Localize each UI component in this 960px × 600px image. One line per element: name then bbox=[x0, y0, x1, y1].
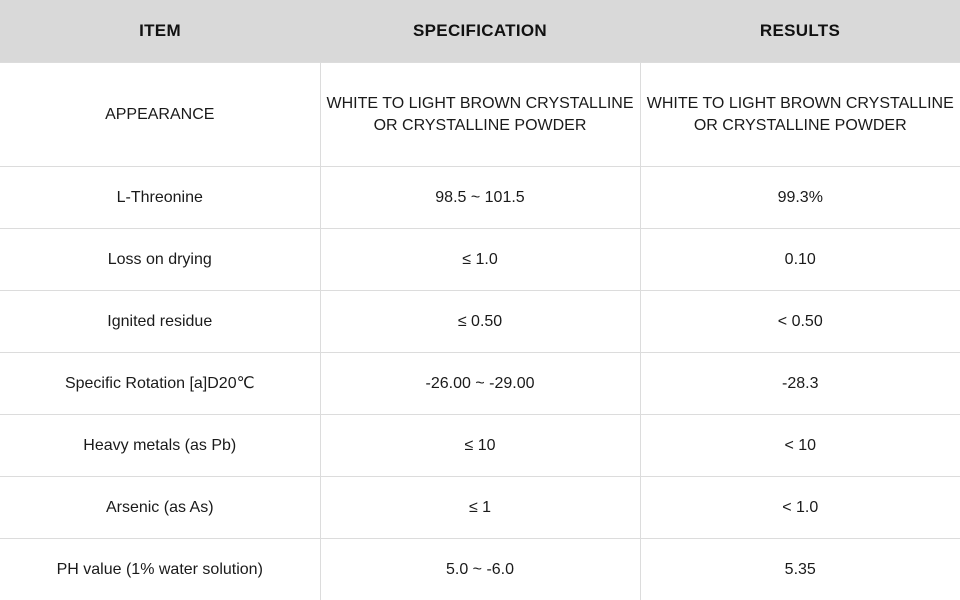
cell-specification: 98.5 ~ 101.5 bbox=[320, 167, 640, 229]
table-row-arsenic bbox=[0, 477, 960, 539]
cell-specification: ≤ 1 bbox=[320, 477, 640, 539]
table-row-l-threonine bbox=[0, 167, 960, 229]
table-header bbox=[0, 0, 960, 63]
table-row-ph-value bbox=[0, 539, 960, 600]
header-item: ITEM bbox=[0, 0, 320, 63]
cell-results: < 1.0 bbox=[640, 477, 960, 539]
cell-item: Ignited residue bbox=[0, 291, 320, 353]
cell-item: PH value (1% water solution) bbox=[0, 539, 320, 600]
table-row-ignited-residue bbox=[0, 291, 960, 353]
table-row-appearance bbox=[0, 63, 960, 167]
cell-results: 0.10 bbox=[640, 229, 960, 291]
cell-specification: ≤ 1.0 bbox=[320, 229, 640, 291]
cell-results: < 10 bbox=[640, 415, 960, 477]
cell-item: Specific Rotation [a]D20℃ bbox=[0, 353, 320, 415]
table-row-loss-on-drying bbox=[0, 229, 960, 291]
cell-item: Heavy metals (as Pb) bbox=[0, 415, 320, 477]
cell-specification: 5.0 ~ -6.0 bbox=[320, 539, 640, 600]
cell-item: Arsenic (as As) bbox=[0, 477, 320, 539]
cell-item: L-Threonine bbox=[0, 167, 320, 229]
cell-item: Loss on drying bbox=[0, 229, 320, 291]
header-row bbox=[0, 0, 960, 63]
cell-results: 5.35 bbox=[640, 539, 960, 600]
cell-specification: -26.00 ~ -29.00 bbox=[320, 353, 640, 415]
cell-specification: WHITE TO LIGHT BROWN CRYSTALLINE OR CRYSTALLINE POWDER bbox=[320, 63, 640, 167]
header-specification: SPECIFICATION bbox=[320, 0, 640, 63]
table-row-specific-rotation bbox=[0, 353, 960, 415]
cell-results: 99.3% bbox=[640, 167, 960, 229]
table-body bbox=[0, 63, 960, 600]
cell-specification: ≤ 10 bbox=[320, 415, 640, 477]
cell-results: < 0.50 bbox=[640, 291, 960, 353]
cell-item: APPEARANCE bbox=[0, 63, 320, 167]
cell-results: WHITE TO LIGHT BROWN CRYSTALLINE OR CRYSTALLINE POWDER bbox=[640, 63, 960, 167]
table-row-heavy-metals bbox=[0, 415, 960, 477]
cell-results: -28.3 bbox=[640, 353, 960, 415]
header-results: RESULTS bbox=[640, 0, 960, 63]
cell-specification: ≤ 0.50 bbox=[320, 291, 640, 353]
